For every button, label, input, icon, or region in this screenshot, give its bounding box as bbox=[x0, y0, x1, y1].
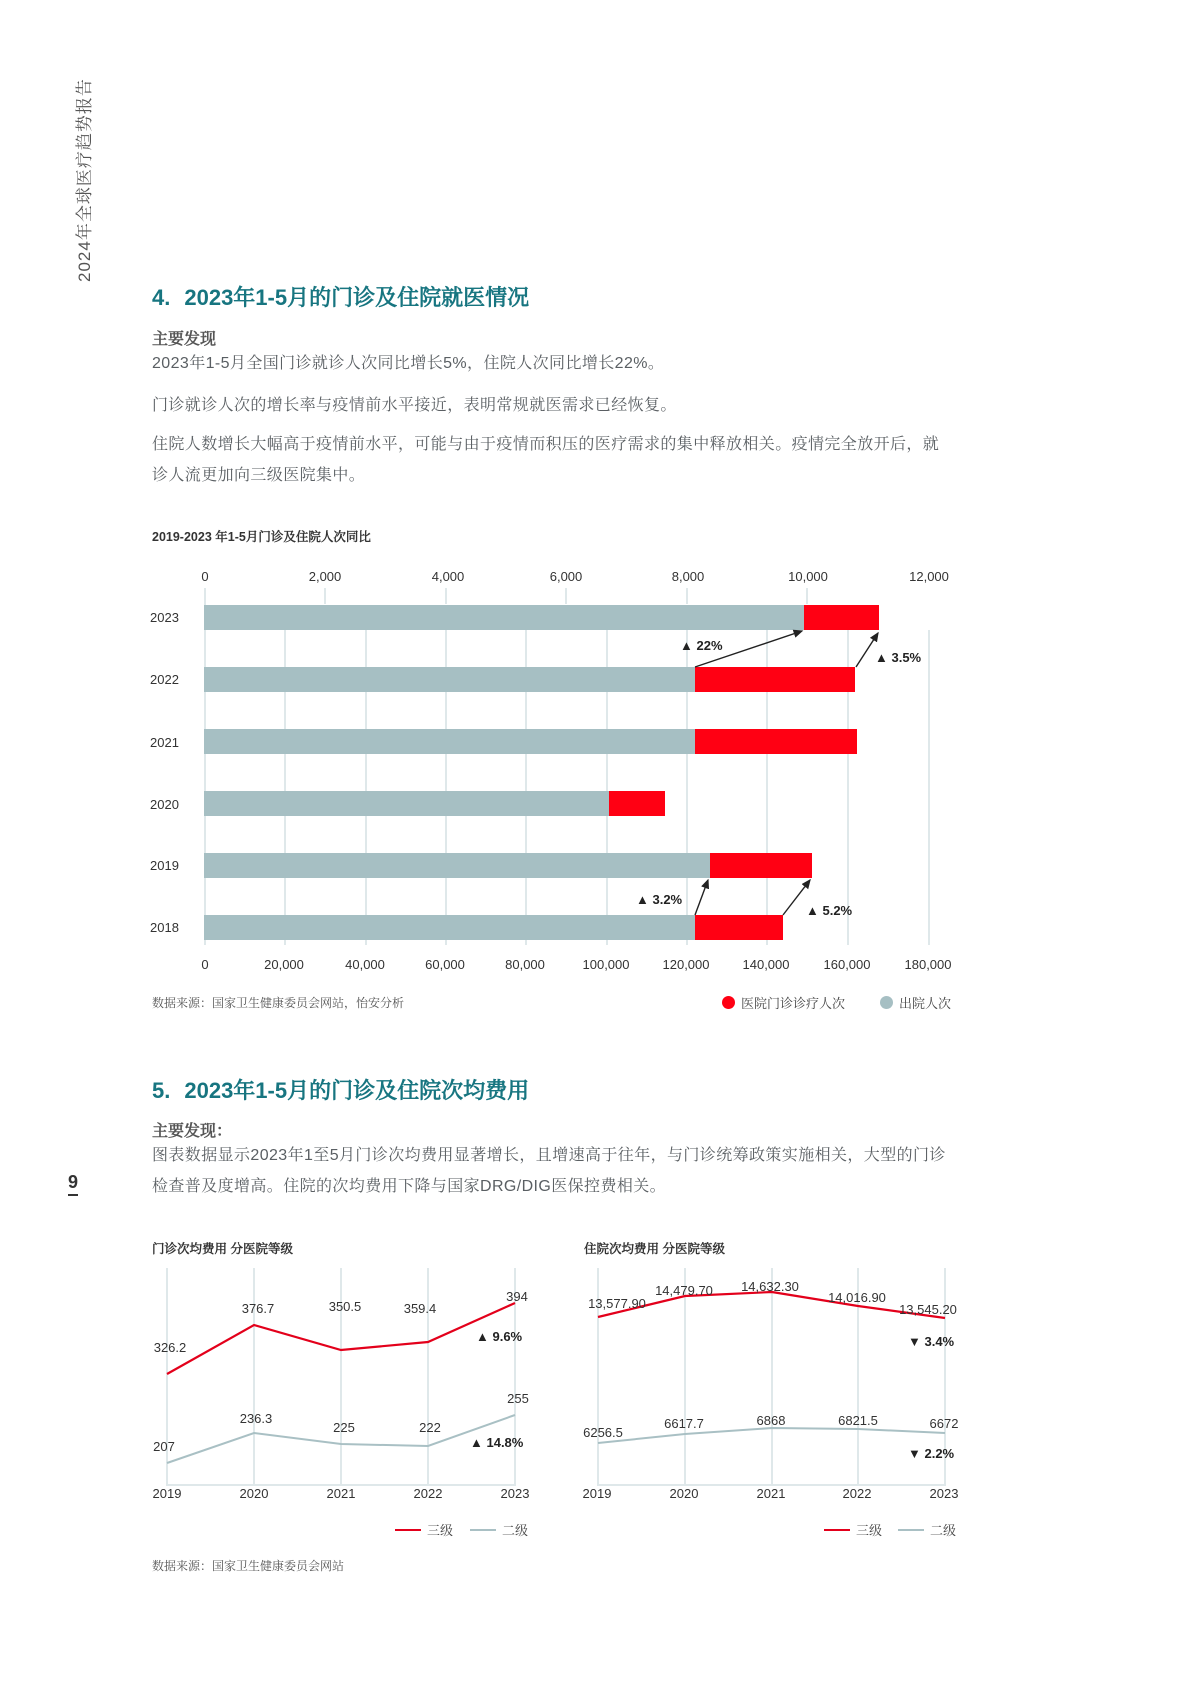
growth-annotation: ▲ 3.2% bbox=[636, 892, 683, 907]
data-label: 13,577.90 bbox=[588, 1296, 646, 1311]
bottom-axis-tick: 160,000 bbox=[823, 957, 871, 972]
section-4-paragraph-1: 2023年1-5月全国门诊就诊人次同比增长5%，住院人次同比增长22%。 bbox=[152, 355, 665, 372]
line-charts-source: 数据来源：国家卫生健康委员会网站 bbox=[152, 1559, 345, 1573]
x-axis-tick: 2019 bbox=[152, 1486, 182, 1501]
data-label: 255 bbox=[507, 1391, 529, 1406]
data-label: 326.2 bbox=[153, 1340, 187, 1355]
bar-category-label: 2021 bbox=[150, 735, 179, 750]
legend-tier3 bbox=[824, 1520, 882, 1539]
x-axis-tick: 2019 bbox=[582, 1486, 612, 1501]
data-label: 13,545.20 bbox=[899, 1302, 957, 1317]
top-axis-tick: 2,000 bbox=[308, 569, 342, 584]
bottom-axis-tick: 100,000 bbox=[582, 957, 630, 972]
data-label: 14,016.90 bbox=[828, 1290, 886, 1305]
change-annotation: ▲ 9.6% bbox=[476, 1329, 523, 1344]
legend-label: 二级 bbox=[502, 1523, 529, 1538]
growth-annotation: ▲ 3.5% bbox=[875, 650, 922, 665]
data-label: 225 bbox=[333, 1420, 355, 1435]
data-label: 222 bbox=[419, 1420, 441, 1435]
bottom-axis-tick: 180,000 bbox=[904, 957, 952, 972]
section-4-heading: 2023年1-5月的门诊及住院就医情况 bbox=[184, 285, 530, 310]
top-axis-tick: 8,000 bbox=[671, 569, 705, 584]
bottom-axis-tick: 140,000 bbox=[742, 957, 790, 972]
bottom-axis-tick: 120,000 bbox=[662, 957, 710, 972]
bottom-axis-tick: 80,000 bbox=[505, 957, 545, 972]
top-axis-tick: 6,000 bbox=[549, 569, 583, 584]
x-axis-tick: 2020 bbox=[669, 1486, 699, 1501]
data-label: 14,479.70 bbox=[655, 1283, 713, 1298]
section-4-paragraph-3: 住院人数增长大幅高于疫情前水平，可能与由于疫情而积压的医疗需求的集中释放相关。疫情完全放开后，就诊人流更加向三级医院集中。 bbox=[152, 436, 940, 484]
data-label: 6256.5 bbox=[583, 1425, 623, 1440]
x-axis-tick: 2020 bbox=[239, 1486, 269, 1501]
bar-category-label: 2020 bbox=[150, 797, 179, 812]
growth-annotation: ▲ 5.2% bbox=[806, 903, 853, 918]
x-axis-tick: 2023 bbox=[929, 1486, 959, 1501]
top-axis-tick: 0 bbox=[201, 569, 209, 584]
bar-chart-title: 2019-2023 年1-5月门诊及住院人次同比 bbox=[152, 530, 371, 544]
bottom-axis-tick: 20,000 bbox=[264, 957, 304, 972]
section-5-heading: 2023年1-5月的门诊及住院次均费用 bbox=[184, 1078, 530, 1103]
data-label: 376.7 bbox=[241, 1301, 275, 1316]
bottom-axis-tick: 40,000 bbox=[345, 957, 385, 972]
x-axis-tick: 2021 bbox=[326, 1486, 356, 1501]
top-axis-tick: 4,000 bbox=[431, 569, 465, 584]
section-5-paragraph: 图表数据显示2023年1至5月门诊次均费用显著增长，且增速高于往年，与门诊统筹政策实施相关，大型的门诊检查普及度增高。住院的次均费用下降与国家DRG/DIG医保控费相关。 bbox=[152, 1147, 946, 1195]
data-label: 14,632.30 bbox=[741, 1279, 799, 1294]
section-4-finding-label: 主要发现 bbox=[152, 331, 217, 348]
section-5-number: 5. bbox=[152, 1078, 171, 1103]
bar-category-label: 2019 bbox=[150, 858, 179, 873]
data-label: 6821.5 bbox=[838, 1413, 878, 1428]
legend-tier2 bbox=[898, 1520, 956, 1539]
top-axis-tick: 10,000 bbox=[788, 569, 828, 584]
data-label: 6617.7 bbox=[664, 1416, 704, 1431]
growth-annotation: ▲ 22% bbox=[680, 638, 723, 653]
change-annotation: ▲ 14.8% bbox=[470, 1435, 524, 1450]
data-label: 350.5 bbox=[328, 1299, 362, 1314]
legend-label: 医院门诊诊疗人次 bbox=[741, 996, 846, 1011]
legend-label: 出院人次 bbox=[899, 996, 952, 1011]
bar-chart-source: 数据来源：国家卫生健康委员会网站，怡安分析 bbox=[152, 996, 405, 1010]
legend-label: 三级 bbox=[856, 1523, 883, 1538]
data-label: 394 bbox=[506, 1289, 528, 1304]
line-chart-1-title: 门诊次均费用 分医院等级 bbox=[152, 1242, 293, 1256]
x-axis-tick: 2022 bbox=[842, 1486, 872, 1501]
bar-category-label: 2023 bbox=[150, 610, 179, 625]
x-axis-tick: 2023 bbox=[500, 1486, 530, 1501]
top-axis-tick: 12,000 bbox=[909, 569, 949, 584]
report-side-title-text: 2024年全球医疗趋势报告 bbox=[75, 78, 94, 282]
line-chart-2-title: 住院次均费用 分医院等级 bbox=[584, 1242, 725, 1256]
bar-category-label: 2018 bbox=[150, 920, 179, 935]
x-axis-tick: 2022 bbox=[413, 1486, 443, 1501]
change-annotation: ▼ 2.2% bbox=[908, 1446, 955, 1461]
data-label: 6868 bbox=[756, 1413, 786, 1428]
data-label: 359.4 bbox=[403, 1301, 437, 1316]
bar-category-label: 2022 bbox=[150, 672, 179, 687]
bottom-axis-tick: 60,000 bbox=[425, 957, 465, 972]
section-4-number: 4. bbox=[152, 285, 171, 310]
legend-line-icon bbox=[898, 1529, 924, 1531]
section-4-paragraph-2: 门诊就诊人次的增长率与疫情前水平接近，表明常规就医需求已经恢复。 bbox=[152, 397, 677, 414]
x-axis-tick: 2021 bbox=[756, 1486, 786, 1501]
section-5-finding-label: 主要发现： bbox=[152, 1123, 233, 1140]
data-label: 6672 bbox=[929, 1416, 959, 1431]
data-label: 207 bbox=[153, 1439, 175, 1454]
legend-label: 三级 bbox=[427, 1523, 454, 1538]
change-annotation: ▼ 3.4% bbox=[908, 1334, 955, 1349]
page-number: 9 bbox=[68, 1172, 78, 1196]
legend-line-icon bbox=[824, 1529, 850, 1531]
bottom-axis-tick: 0 bbox=[201, 957, 209, 972]
legend-label: 二级 bbox=[930, 1523, 957, 1538]
data-label: 236.3 bbox=[239, 1411, 273, 1426]
